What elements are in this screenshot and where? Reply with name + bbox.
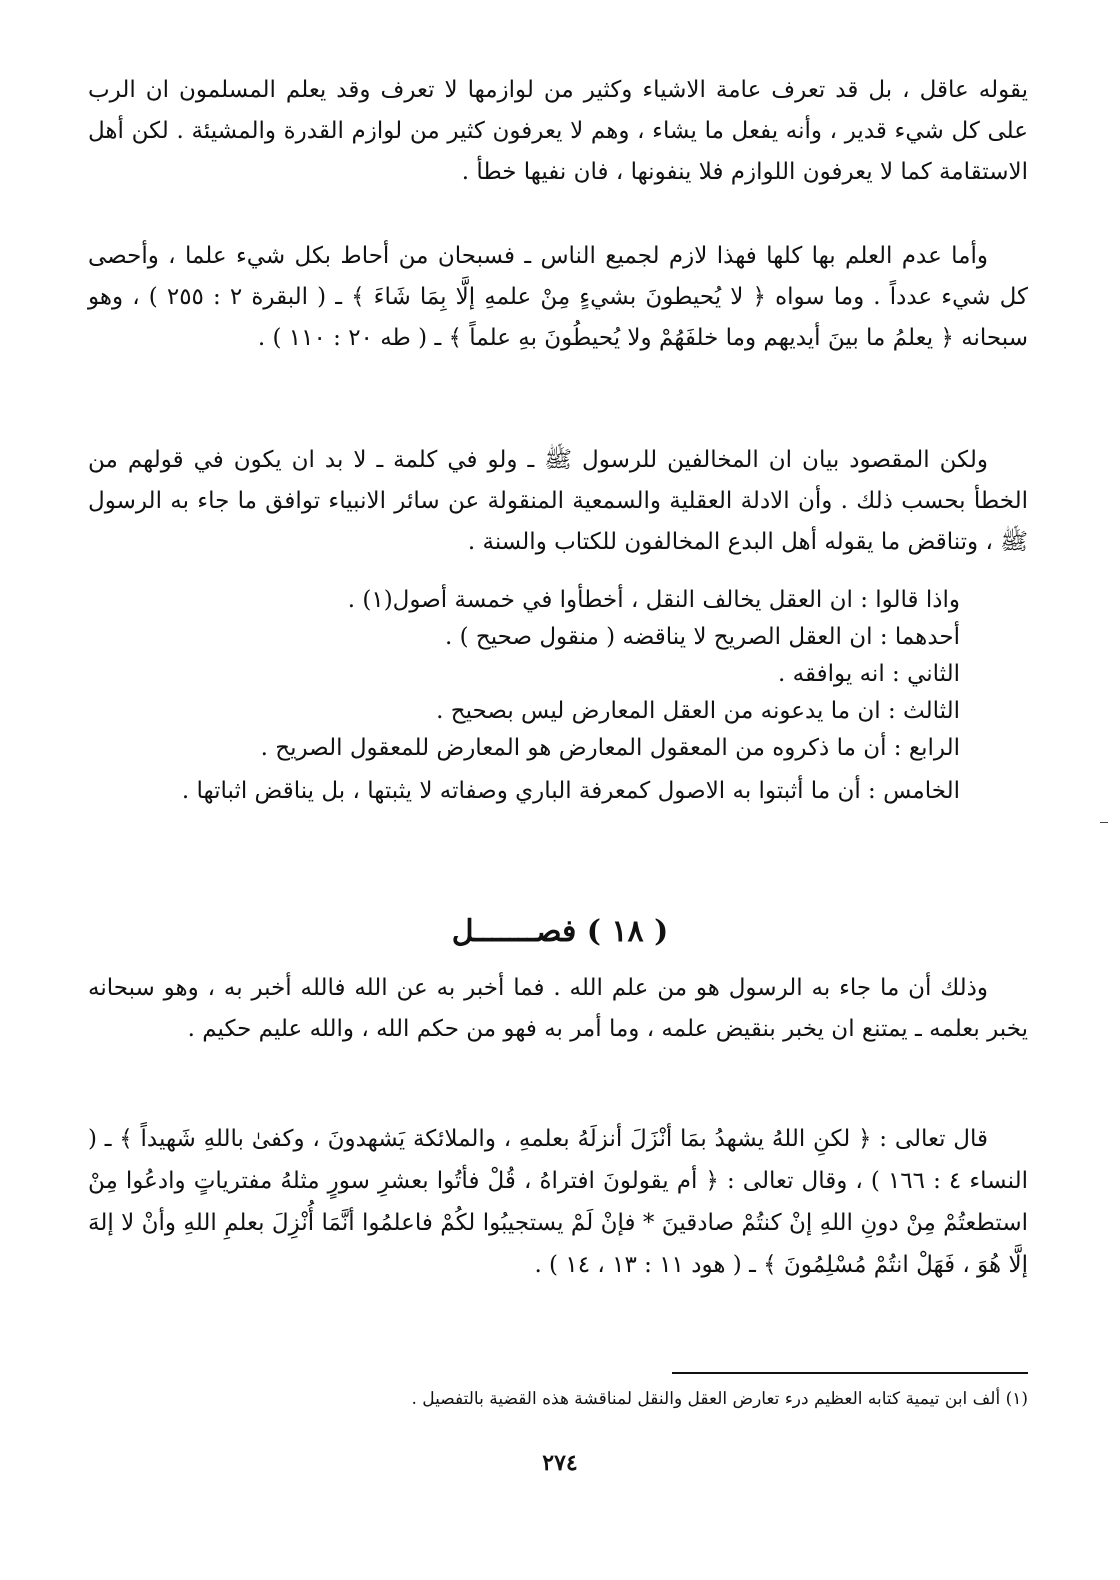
list-item-2: الثاني : انه يوافقه . bbox=[778, 661, 960, 687]
paragraph-2-text: وأما عدم العلم بها كلها فهذا لازم لجميع الناس ـ فسبحان من أحاط بكل شيء علما ، وأحصى كل شيء عدداً . وما سواه ﴿ لا يُحيطونَ بشيءٍ مِنْ علمهِ إلَّا بِمَا شَاءَ ﴾ ـ ( البقرة ٢ : ٢٥٥ ) ، وهو سبحانه ﴿ يعلمُ ما بينَ أيديهم وما خلفَهُمْ ولا يُحيطُونَ بهِ علماً ﴾ ـ ( طه ٢٠ : ١١٠ ) . bbox=[88, 243, 1028, 351]
margin-mark bbox=[1100, 822, 1108, 823]
footnote-text: (١) ألف ابن تيمية كتابه العظيم درء تعارض العقل والنقل لمناقشة هذه القضية بالتفصيل . bbox=[411, 1389, 1028, 1409]
paragraph-3 bbox=[88, 440, 1028, 563]
page-number bbox=[0, 1450, 1120, 1476]
paragraph-3-text: ولكن المقصود بيان ان المخالفين للرسول ﷺ ـ ولو في كلمة ـ لا بد ان يكون في قولهم من الخطأ بحسب ذلك . وأن الادلة العقلية والسمعية المنقولة عن سائر الانبياء توافق ما جاء به الرسول ﷺ ، وتناقض ما يقوله أهل البدع المخالفون للكتاب والسنة . bbox=[88, 447, 1028, 555]
page-number-text: ٢٧٤ bbox=[542, 1450, 578, 1476]
paragraph-1 bbox=[88, 70, 1028, 193]
paragraph-4 bbox=[88, 968, 1028, 1050]
paragraph-1-text: يقوله عاقل ، بل قد تعرف عامة الاشياء وكثير من لوازمها لا تعرف وقد يعلم المسلمون ان الرب على كل شيء قدير ، وأنه يفعل ما يشاء ، وهم لا يعرفون كثير من لوازم القدرة والمشيئة . لكن أهل الاستقامة كما لا يعرفون اللوازم فلا ينفونها ، فان نفيها خطأ . bbox=[88, 77, 1028, 185]
footnote-separator bbox=[672, 1372, 1028, 1374]
list-item-5: الخامس : أن ما أثبتوا به الاصول كمعرفة الباري وصفاته لا يثبتها ، بل يناقض اثباتها . bbox=[181, 778, 960, 804]
paragraph-4-text: وذلك أن ما جاء به الرسول هو من علم الله . فما أخبر به عن الله فالله أخبر به ، وهو سبحانه يخبر بعلمه ـ يمتنع ان يخبر بنقيض علمه ، وما أمر به فهو من حكم الله ، والله عليم حكيم . bbox=[88, 975, 1028, 1042]
list-item-3: الثالث : ان ما يدعونه من العقل المعارض ليس بصحيح . bbox=[436, 698, 960, 724]
five-principles-list bbox=[80, 582, 960, 810]
footnote bbox=[88, 1386, 1028, 1412]
list-item-1: أحدهما : ان العقل الصريح لا يناقضه ( منقول صحيح ) . bbox=[444, 624, 960, 650]
paragraph-5-text: قال تعالى : ﴿ لكنِ اللهُ يشهدُ بمَا أنْزَلَ أنزلَهُ بعلمهِ ، والملائكة يَشهدونَ ، وكفىٰ باللهِ شَهيداً ﴾ ـ ( النساء ٤ : ١٦٦ ) ، وقال تعالى : ﴿ أم يقولونَ افتراهُ ، قُلْ فأتُوا بعشرِ سورٍ مثلهُ مفترياتٍ وادعُوا مِنْ استطعتُمْ مِنْ دونِ اللهِ إنْ كنتُمْ صادقينَ * فإنْ لَمْ يستجيبُوا لكُمْ فاعلمُوا أنَّمَا أُنْزِلَ بعلمِ اللهِ وأنْ لا إلهَ إلَّا هُوَ ، فَهَلْ انتُمْ مُسْلِمُونَ ﴾ ـ ( هود ١١ : ١٣ ، ١٤ ) . bbox=[88, 1126, 1029, 1278]
section-heading-text: ( ١٨ ) فصـــــــل bbox=[451, 914, 669, 949]
section-heading bbox=[0, 912, 1120, 952]
list-item-4: الرابع : أن ما ذكروه من المعقول المعارض هو المعارض للمعقول الصريح . bbox=[260, 735, 960, 761]
paragraph-2 bbox=[88, 236, 1028, 359]
list-intro: واذا قالوا : ان العقل يخالف النقل ، أخطأوا في خمسة أصول(١) . bbox=[347, 587, 960, 613]
paragraph-5 bbox=[88, 1118, 1028, 1286]
